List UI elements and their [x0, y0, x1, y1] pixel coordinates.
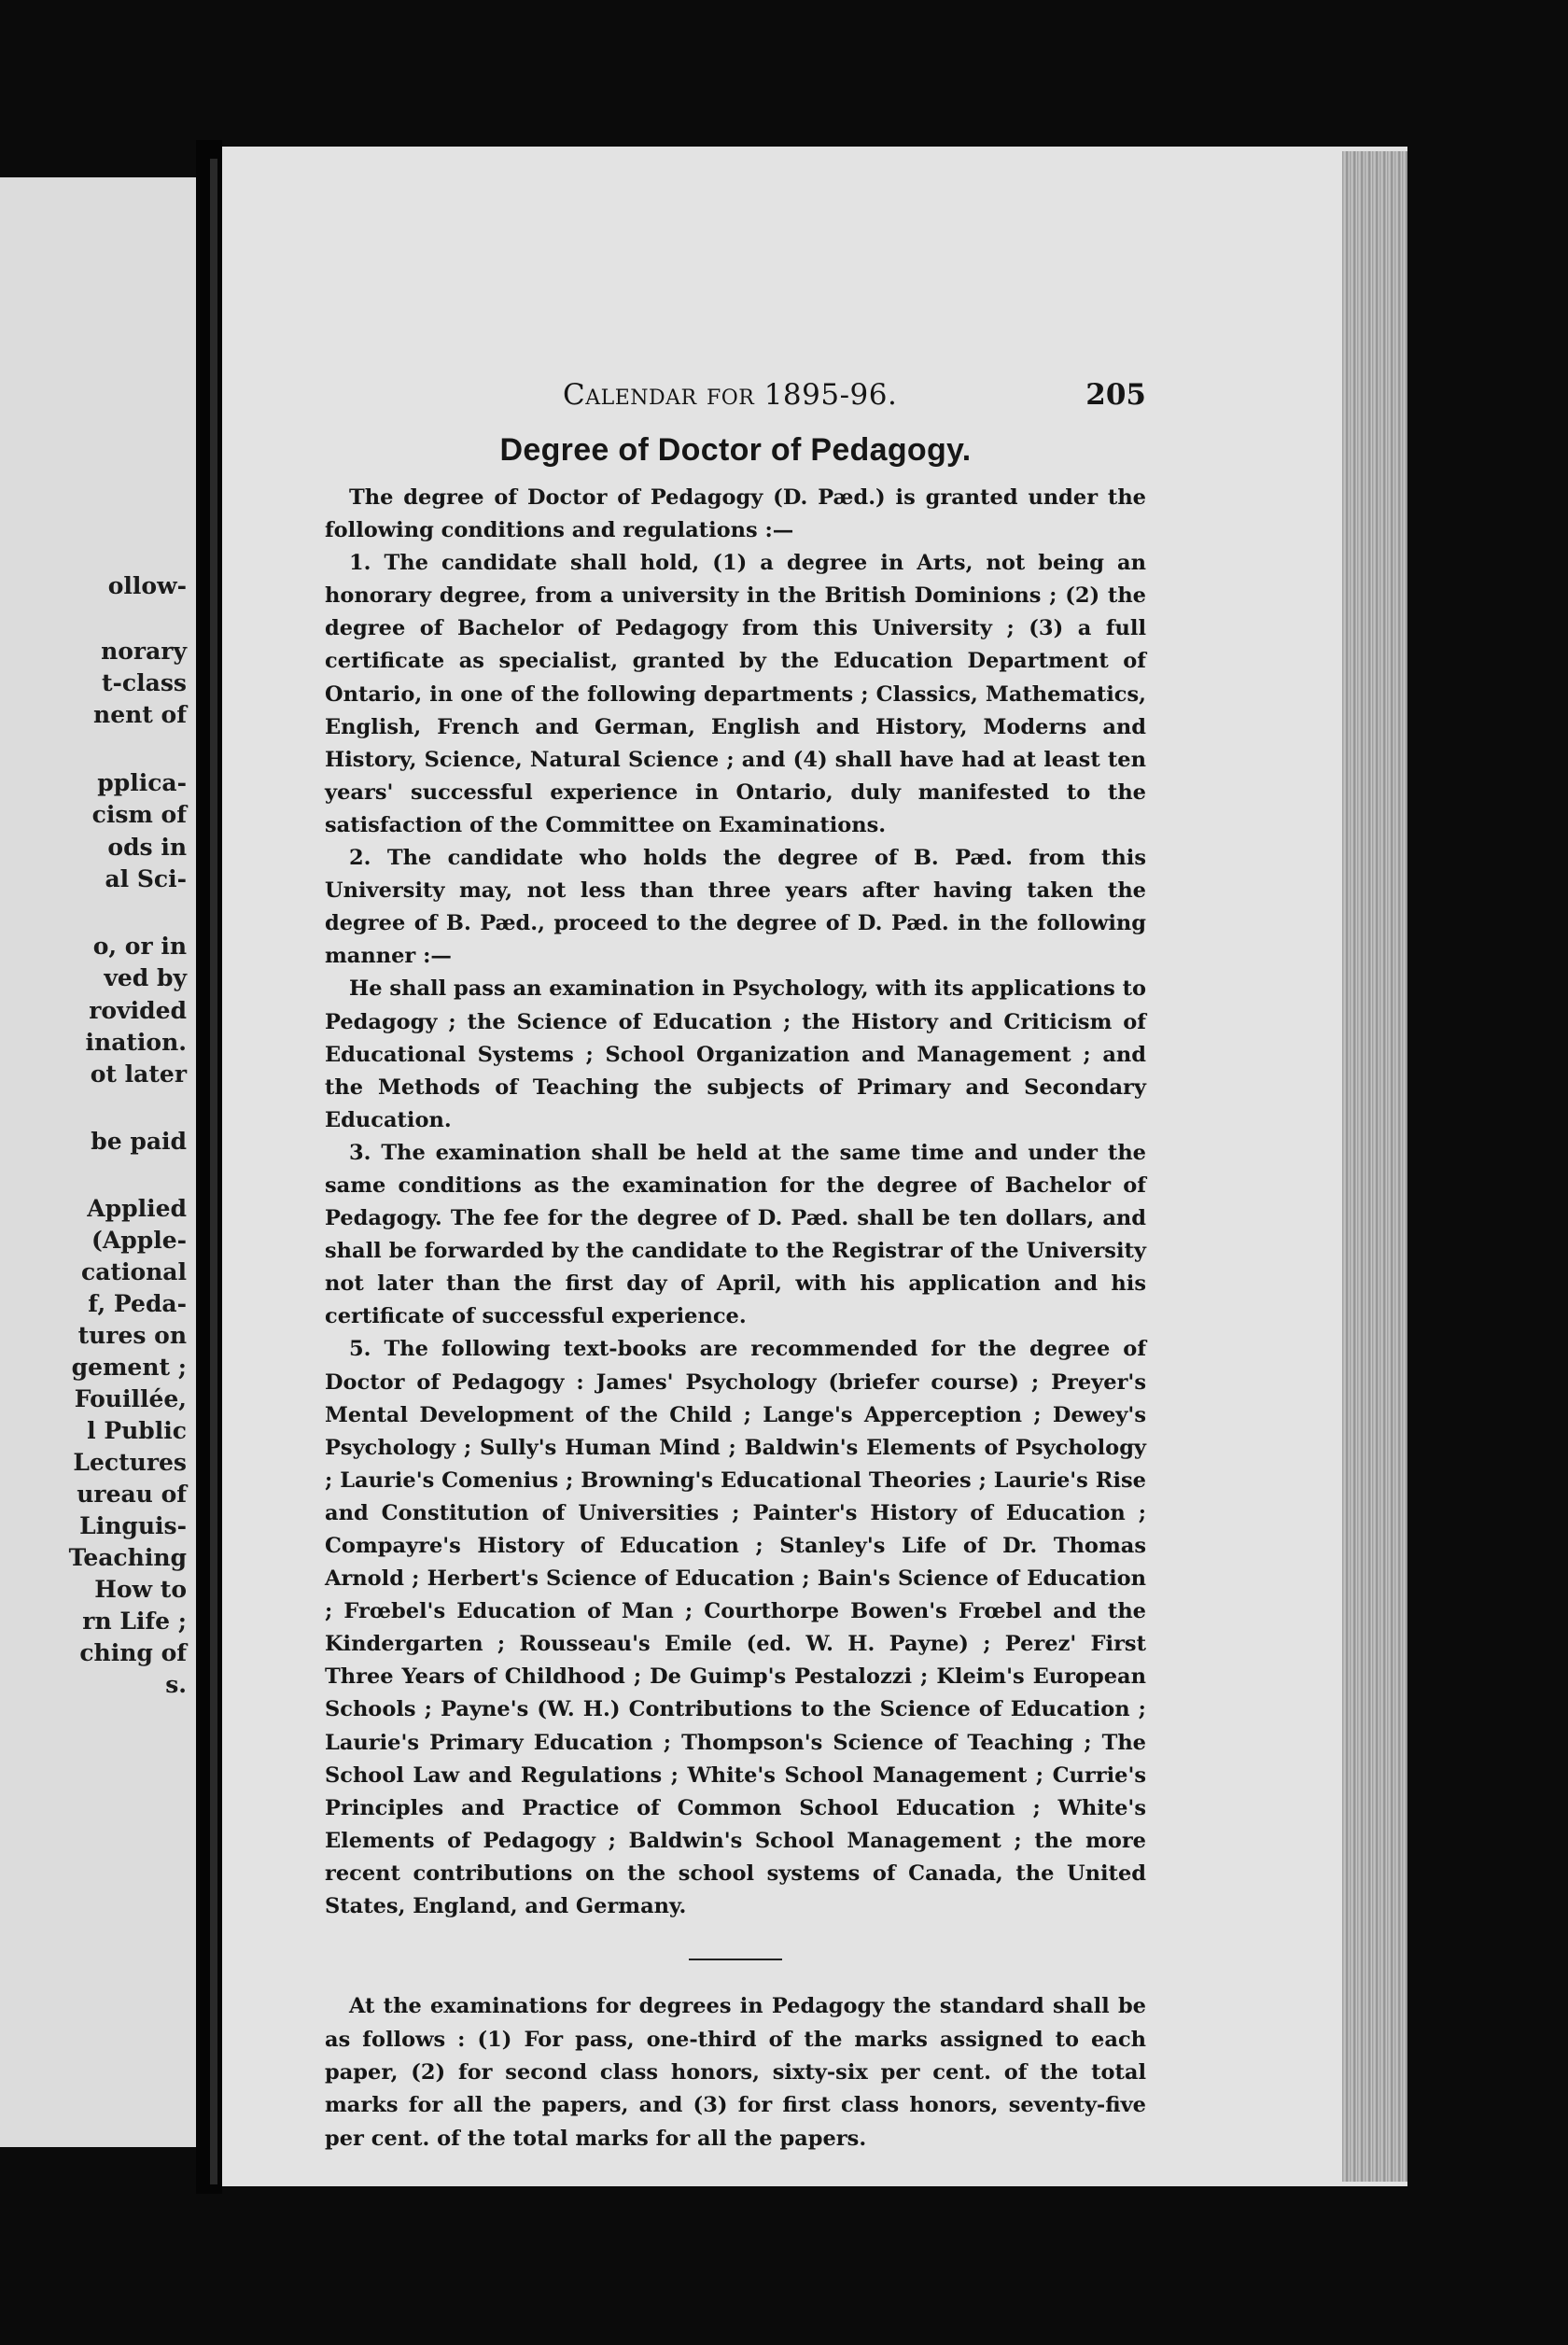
left-page-line: ved by [104, 964, 187, 991]
left-page-line: ods in [107, 834, 187, 861]
left-facing-page [0, 177, 196, 2147]
right-page [222, 147, 1407, 2186]
left-page-line: al Sci- [105, 865, 187, 892]
left-page-line: Fouillée, [74, 1385, 187, 1412]
left-page-line: gement ; [71, 1354, 187, 1381]
left-page-line: ot later [90, 1060, 187, 1088]
left-page-line: cism of [91, 801, 187, 828]
left-page-line: s. [165, 1671, 187, 1698]
left-page-line: nent of [93, 701, 187, 728]
left-page-line: How to [94, 1576, 187, 1603]
left-page-line: pplica- [97, 769, 187, 796]
examination-subjects: He shall pass an examination in Psychology, with its applications to Pedagogy ; the Science of Education ; the History and Criticism of Educational Systems ; School Organization and Management ; and the Methods of Teaching the subjects of Primary and Secondary Education. [325, 976, 1146, 1132]
left-page-line: Teaching [68, 1544, 187, 1571]
left-page-line: cational [80, 1258, 187, 1285]
page-edges [1342, 151, 1407, 2182]
standard-paragraph: At the examinations for degrees in Pedagogy the standard shall be as follows : (1) For pass, one-third of the marks assigned to each paper, (2) for second class honors, sixty-six per cent. of the total marks for all the papers, and (3) for first class honors, seventy-five per cent. of the total marks for all the papers. [325, 1994, 1146, 2151]
left-page-line: ollow- [107, 572, 187, 599]
left-page-line: norary [101, 638, 187, 665]
page-number: 205 [1085, 378, 1146, 412]
left-page-line: be paid [91, 1128, 187, 1155]
left-page-line: rn Life ; [82, 1608, 187, 1635]
left-page-line: ureau of [77, 1481, 187, 1508]
spine-edge [210, 159, 217, 2184]
left-page-line: l Public [87, 1417, 187, 1444]
left-page-line: tures on [77, 1322, 187, 1349]
regulation-1: 1. The candidate shall hold, (1) a degree in Arts, not being an honorary degree, from a university in the British Dominions ; (2) the degree of Bachelor of Pedagogy from this University ; (3) a full certificate as specialist, granted by the Education Department of Ontario, in one of the following departments ; Classics, Mathematics, English, French and German, English and History, Moderns and History, Science, Natural Science ; and (4) shall have had at least ten years' successful experience in Ontario, duly manifested to the satisfaction of the Committee on Examinations. [325, 551, 1146, 837]
book-gutter [196, 140, 222, 2194]
left-page-line: Applied [87, 1195, 187, 1222]
left-page-line: (Apple- [91, 1227, 187, 1254]
left-page-line: Lectures [73, 1449, 187, 1476]
left-page-line: rovided [89, 997, 187, 1024]
left-page-line: Linguis- [79, 1512, 187, 1539]
left-page-line: ination. [85, 1029, 187, 1056]
section-divider [689, 1959, 782, 1960]
regulations [325, 482, 1146, 1923]
left-page-line: f, Peda- [88, 1290, 187, 1317]
left-page-line: ching of [79, 1639, 187, 1666]
left-page-line: t-class [102, 669, 187, 696]
regulation-2: 2. The candidate who holds the degree of B. Pæd. from this University may, not less than three years after having taken the degree of B. Pæd., proceed to the degree of D. Pæd. in the following manner :— [325, 846, 1146, 969]
left-page-line: o, or in [92, 933, 187, 960]
intro-paragraph: The degree of Doctor of Pedagogy (D. Pæd.) is granted under the following conditions and regulations :— [325, 485, 1146, 543]
page-content [325, 378, 1146, 2155]
running-head [325, 378, 1146, 415]
running-title: Calendar for 1895-96. [563, 378, 898, 412]
regulation-5-textbooks: 5. The following text-books are recommended for the degree of Doctor of Pedagogy : James' Psychology (briefer course) ; Preyer's Mental Development of the Child ; Lange's Apperception ; Dewey's Psychology ; Sully's Human Mind ; Baldwin's Elements of Psychology ; Laurie's Comenius ; Browning's Educational Theories ; Laurie's Rise and Constitution of Universities ; Painter's History of Education ; Compayre's History of Education ; Stanley's Life of Dr. Thomas Arnold ; Herbert's Science of Education ; Bain's Science of Education ; Frœbel's Education of Man ; Courthorpe Bowen's Frœbel and the Kindergarten ; Rousseau's Emile (ed. W. H. Payne) ; Perez' First Three Years of Childhood ; De Guimp's Pestalozzi ; Kleim's European Schools ; Payne's (W. H.) Contributions to the Science of Education ; Laurie's Primary Education ; Thompson's Science of Teaching ; The School Law and Regulations ; White's School Management ; Currie's Principles and Practice of Common School Education ; White's Elements of Pedagogy ; Baldwin's School Management ; the more recent contributions on the school systems of Canada, the United States, England, and Germany. [325, 1337, 1146, 1919]
regulation-3: 3. The examination shall be held at the same time and under the same conditions as the examination for the degree of Bachelor of Pedagogy. The fee for the degree of D. Pæd. shall be ten dollars, and shall be forwarded by the candidate to the Registrar of the University not later than the first day of April, with his application and his certificate of successful experience. [325, 1140, 1146, 1329]
section-title: Degree of Doctor of Pedagogy. [499, 432, 972, 468]
standard-section [325, 1990, 1146, 2155]
